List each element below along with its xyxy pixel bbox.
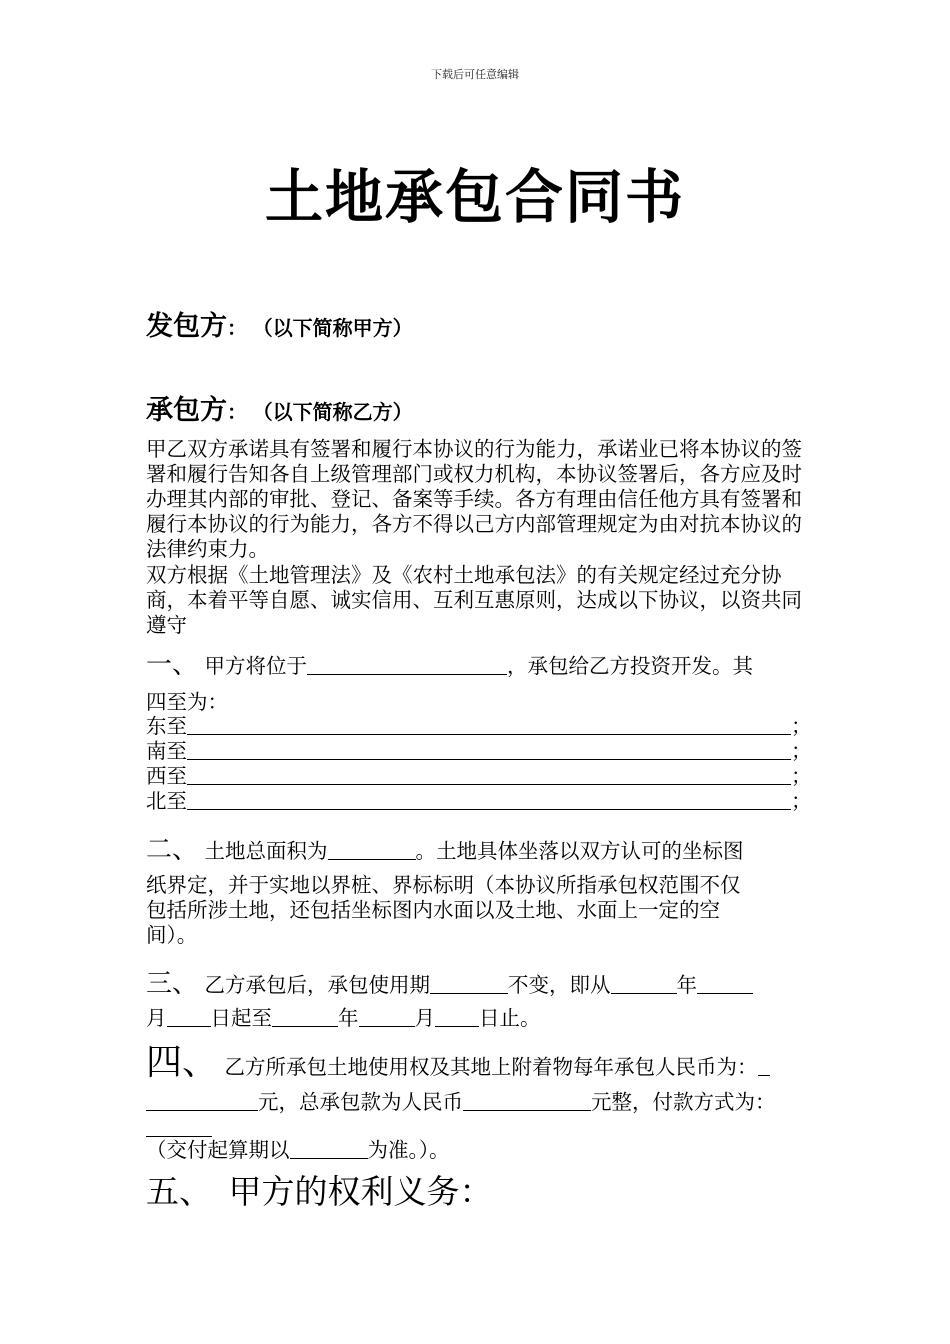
boundary-east: [146, 714, 812, 739]
start-month-blank[interactable]: [697, 973, 753, 994]
clause-4-line-1: [146, 1042, 770, 1083]
area-blank[interactable]: [328, 839, 416, 860]
issuer-colon: ：: [227, 316, 247, 340]
boundary-east-label: 东至: [146, 714, 187, 738]
boundary-east-end: ；: [791, 714, 812, 738]
clause-3-text-b: 不变，即从: [508, 973, 611, 997]
issuer-label: 发包方: [146, 311, 227, 342]
document-title: 土地承包合同书: [264, 163, 685, 231]
boundary-south-end: ；: [791, 739, 812, 763]
intro-paragraph-2: 双方根据《土地管理法》及《农村土地承包法》的有关规定经过充分协商，本着平等自愿、诚实信用、互利互惠原则，达成以下协议，以资共同遵守: [146, 563, 802, 637]
end-year-unit: 年: [338, 1006, 359, 1030]
clause-4-text-e: 为准。）。: [367, 1138, 450, 1162]
contractor-colon: ：: [227, 400, 247, 424]
annual-fee-blank[interactable]: [146, 1090, 258, 1111]
boundary-west: [146, 764, 812, 789]
clause-2-line-4: 间）。: [146, 923, 198, 947]
start-month-unit: 月: [146, 1006, 167, 1030]
intro-paragraph-1: 甲乙双方承诺具有签署和履行本协议的行为能力，承诺业已将本协议的签署和履行告知各自上级管理部门或权力机构，本协议签署后，各方应及时办理其内部的审批、登记、备案等手续。各方有理由信任他方具有签署和履行本协议的行为能力，各方不得以己方内部管理规定为由对抗本协议的法律约束力。: [146, 437, 802, 561]
boundary-west-label: 西至: [146, 764, 187, 788]
clause-3-text-a: 乙方承包后，承包使用期: [204, 973, 431, 997]
clause-5-heading: 五、 甲方的权利义务：: [146, 1172, 493, 1211]
boundary-north-blank[interactable]: [187, 789, 791, 810]
clause-3-number: 三、: [146, 969, 199, 999]
clause-4-number: 四、: [146, 1042, 219, 1083]
end-day-unit: 日止。: [479, 1006, 541, 1030]
issuer-line: [146, 304, 413, 343]
boundary-west-end: ；: [791, 764, 812, 788]
boundary-north: [146, 789, 812, 814]
clause-4-text-a: 乙方所承包土地使用权及其地上附着物每年承包人民币为：: [224, 1055, 758, 1079]
payment-method-blank[interactable]: [146, 1116, 212, 1137]
boundary-north-label: 北至: [146, 789, 187, 813]
clause-4-line-4: [146, 1138, 450, 1163]
clause-2-line-2: 纸界定，并于实地以界桩、界标标明（本协议所指承包权范围不仅: [146, 873, 741, 897]
end-day-blank[interactable]: [435, 1006, 479, 1027]
total-fee-blank[interactable]: [463, 1090, 591, 1111]
start-year-unit: 年: [676, 973, 698, 997]
boundary-west-blank[interactable]: [187, 764, 791, 785]
clause-3-line-1: [146, 969, 753, 999]
clause-2-number: 二、: [146, 835, 199, 865]
end-month-unit: 月: [414, 1006, 435, 1030]
clause-1-line-1: [146, 650, 754, 680]
clause-4-line-2: [146, 1090, 776, 1115]
boundary-south: [146, 739, 812, 764]
clause-2-text-a: 土地总面积为: [204, 839, 328, 863]
boundary-south-label: 南至: [146, 739, 187, 763]
boundary-north-end: ；: [791, 789, 812, 813]
header-note: 下载后可任意编辑: [431, 68, 519, 81]
clause-2-line-1: [146, 835, 744, 865]
clause-1-number: 一、: [146, 650, 199, 680]
start-day-unit: 日起至: [210, 1006, 272, 1030]
term-blank[interactable]: [430, 973, 508, 994]
clause-4-text-c: 元整，付款方式为：: [591, 1090, 776, 1114]
clause-2-text-b: 。土地具体坐落以双方认可的坐标图: [415, 839, 744, 863]
contractor-label: 承包方: [146, 395, 227, 426]
clause-1-text-c: 四至为：: [146, 690, 228, 714]
contractor-note: （以下简称乙方）: [252, 400, 413, 424]
start-day-blank[interactable]: [167, 1006, 211, 1027]
end-month-blank[interactable]: [359, 1006, 415, 1027]
clause-4-text-b: 元，总承包款为人民币: [258, 1090, 463, 1114]
issuer-note: （以下简称甲方）: [252, 316, 413, 340]
annual-fee-blank-start[interactable]: [758, 1055, 770, 1076]
boundary-east-blank[interactable]: [187, 714, 791, 735]
clause-2-line-3: 包括所涉土地，还包括坐标图内水面以及土地、水面上一定的空: [146, 898, 720, 922]
clause-1-text-a: 甲方将位于: [204, 654, 308, 678]
start-year-blank[interactable]: [611, 973, 677, 994]
start-period-blank[interactable]: [290, 1138, 368, 1159]
clause-1-text-b: ，承包给乙方投资开发。其: [507, 654, 754, 678]
clause-4-text-d: （交付起算期以: [146, 1138, 290, 1162]
contractor-line: [146, 388, 413, 427]
end-year-blank[interactable]: [272, 1006, 338, 1027]
clause-3-line-2: [146, 1006, 541, 1031]
boundary-south-blank[interactable]: [187, 739, 791, 760]
location-blank[interactable]: [307, 654, 507, 675]
